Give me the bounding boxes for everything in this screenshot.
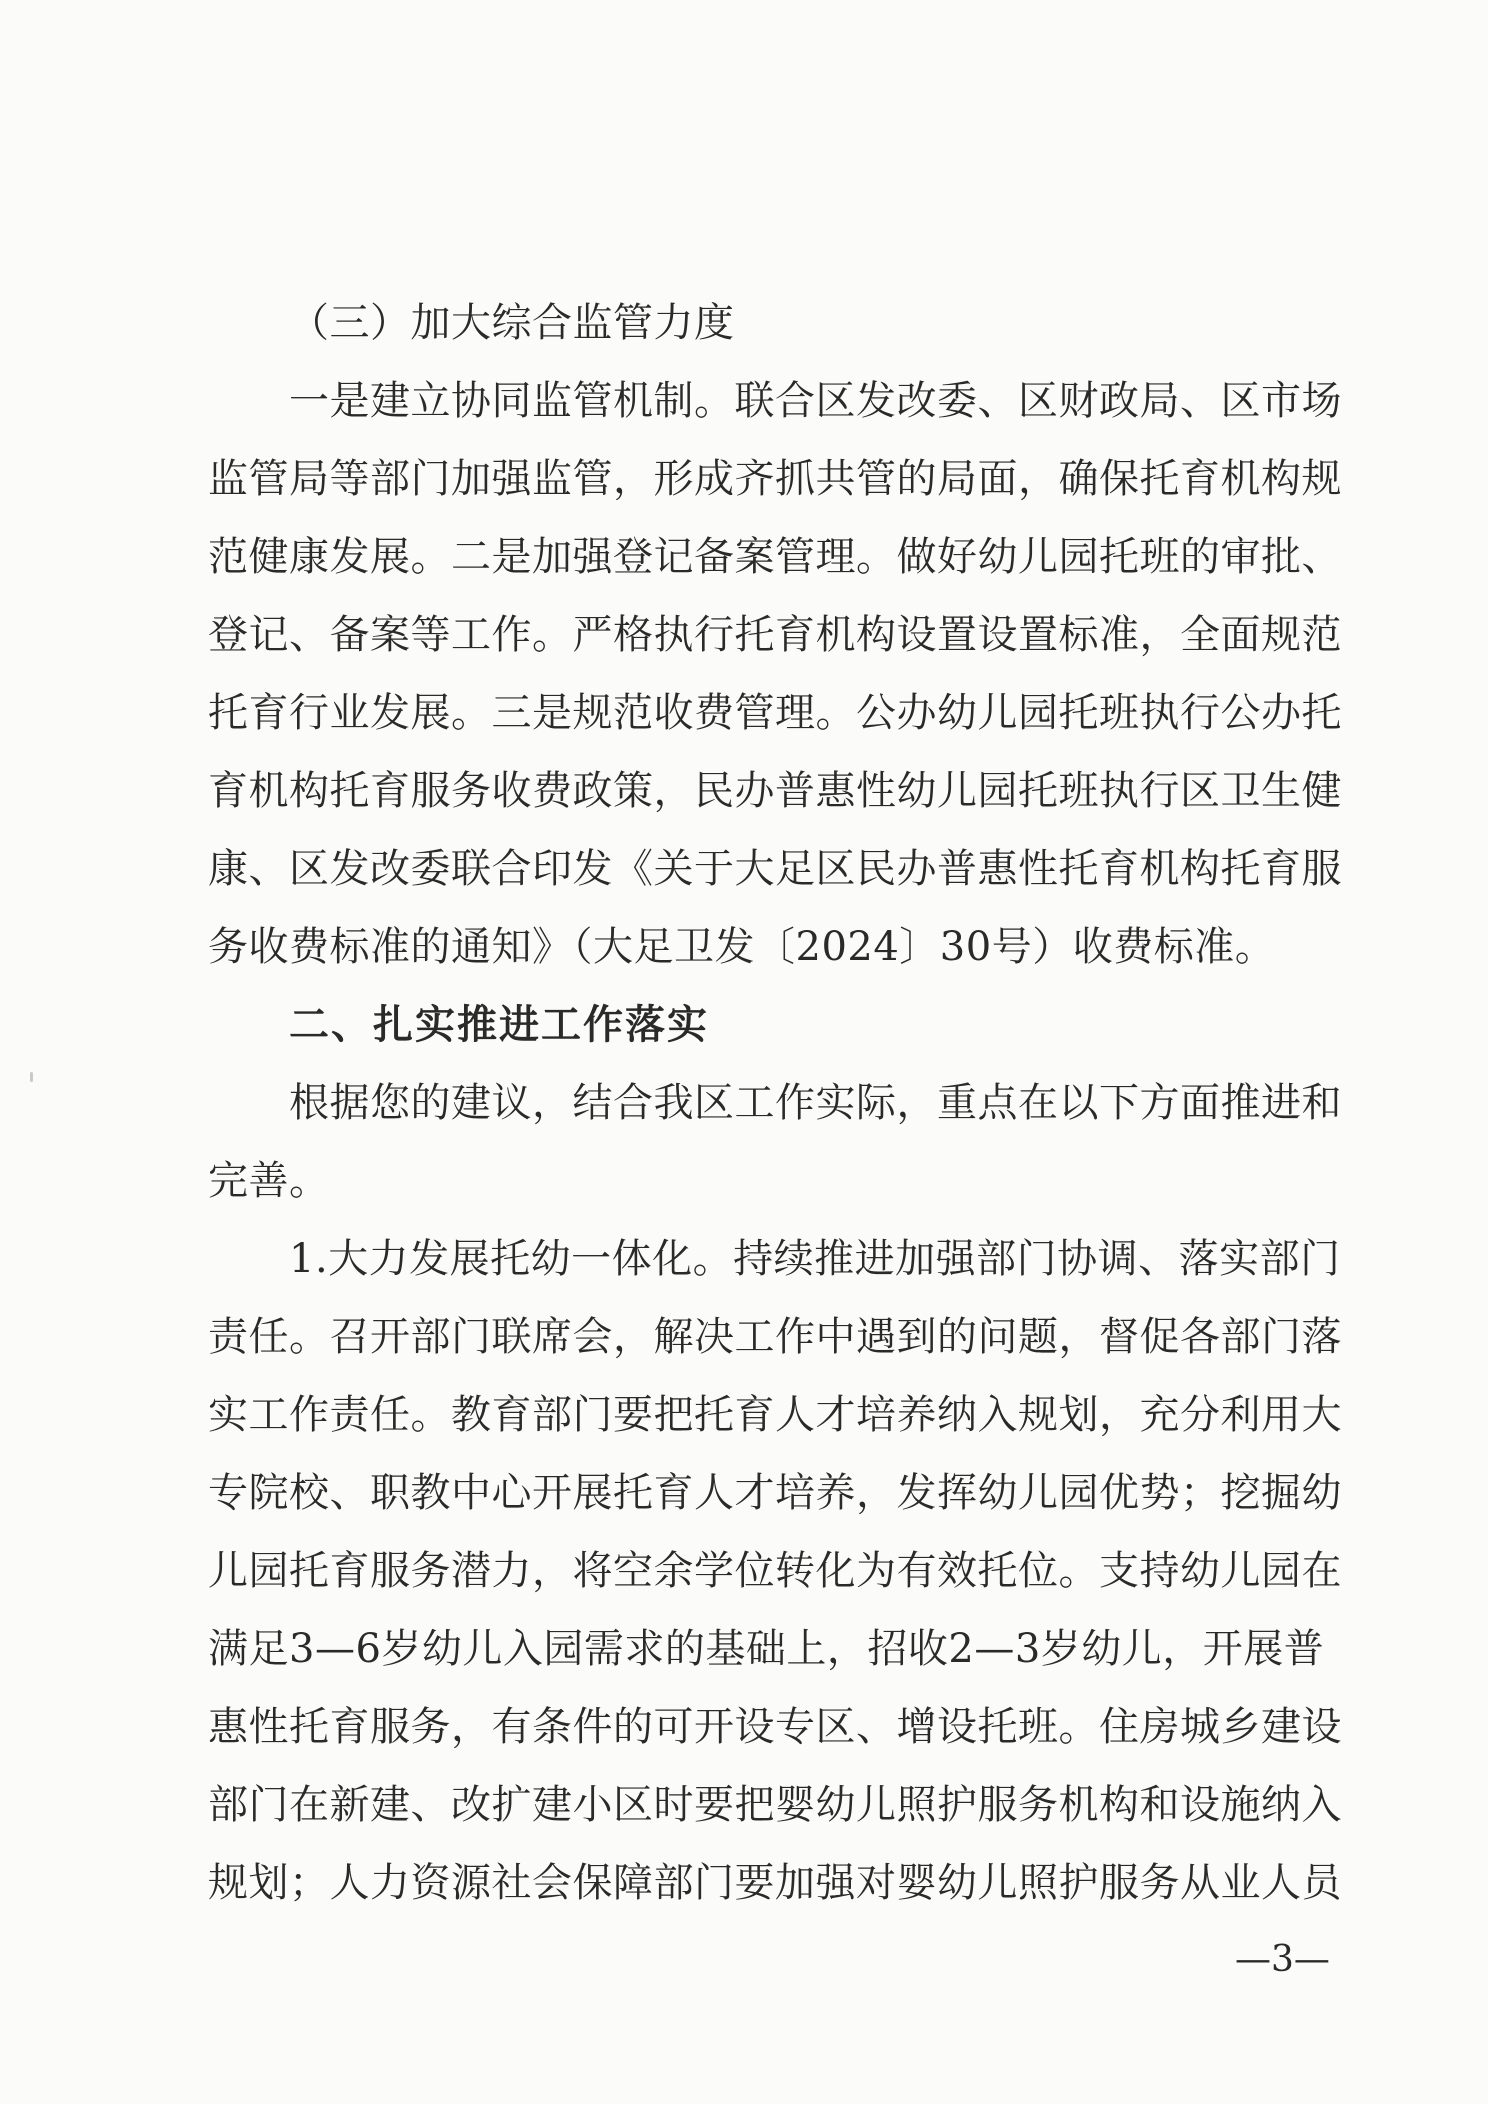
paragraph-line: 实工作责任。教育部门要把托育人才培养纳入规划，充分利用大	[208, 1392, 1342, 1438]
paragraph-line: 监管局等部门加强监管，形成齐抓共管的局面，确保托育机构规	[208, 456, 1342, 502]
paragraph-line: 务收费标准的通知》（大足卫发〔2024〕30号）收费标准。	[208, 924, 1276, 970]
paragraph-line: 1.大力发展托幼一体化。持续推进加强部门协调、落实部门	[289, 1236, 1341, 1282]
paragraph-line: 部门在新建、改扩建小区时要把婴幼儿照护服务机构和设施纳入	[208, 1782, 1342, 1828]
paragraph-line: 专院校、职教中心开展托育人才培养，发挥幼儿园优势；挖掘幼	[208, 1470, 1342, 1516]
section-subheading: （三）加大综合监管力度	[289, 300, 735, 346]
paragraph-line: 登记、备案等工作。严格执行托育机构设置设置标准，全面规范	[208, 612, 1342, 658]
paragraph-line: 惠性托育服务，有条件的可开设专区、增设托班。住房城乡建设	[208, 1704, 1342, 1750]
paragraph-line: 范健康发展。二是加强登记备案管理。做好幼儿园托班的审批、	[208, 534, 1342, 580]
scan-speck	[30, 1072, 33, 1082]
paragraph-line: 责任。召开部门联席会，解决工作中遇到的问题，督促各部门落	[208, 1314, 1342, 1360]
paragraph-line: 托育行业发展。三是规范收费管理。公办幼儿园托班执行公办托	[208, 690, 1342, 736]
page-number: —3—	[1235, 1939, 1330, 1980]
paragraph-line: 完善。	[208, 1158, 330, 1204]
paragraph-line: 根据您的建议，结合我区工作实际，重点在以下方面推进和	[289, 1080, 1342, 1126]
paragraph-line: 规划；人力资源社会保障部门要加强对婴幼儿照护服务从业人员	[208, 1860, 1342, 1906]
paragraph-line: 育机构托育服务收费政策，民办普惠性幼儿园托班执行区卫生健	[208, 768, 1342, 814]
section-heading: 二、扎实推进工作落实	[289, 1002, 709, 1048]
paragraph-line: 一是建立协同监管机制。联合区发改委、区财政局、区市场	[289, 378, 1342, 424]
paragraph-line: 儿园托育服务潜力，将空余学位转化为有效托位。支持幼儿园在	[208, 1548, 1342, 1594]
paragraph-line: 满足3—6岁幼儿入园需求的基础上，招收2—3岁幼儿，开展普	[208, 1626, 1325, 1672]
paragraph-line: 康、区发改委联合印发《关于大足区民办普惠性托育机构托育服	[208, 846, 1342, 892]
